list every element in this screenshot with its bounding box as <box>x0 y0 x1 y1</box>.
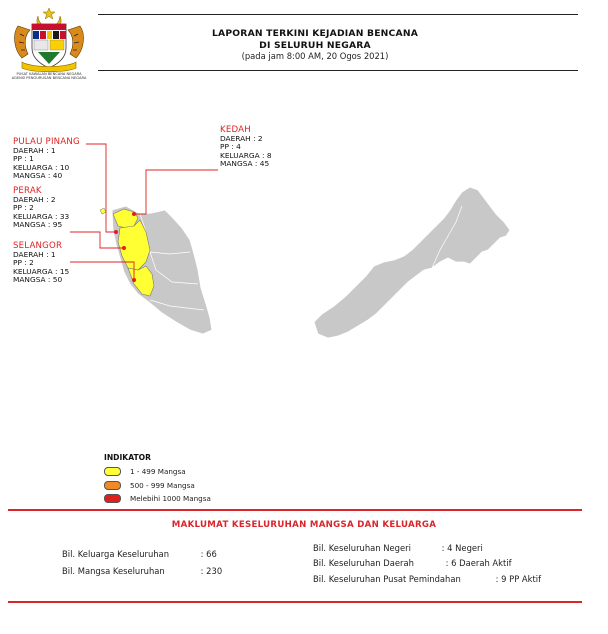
pulau-pinang-marker <box>114 230 118 234</box>
state-keluarga: KELUARGA : 15 <box>13 266 70 276</box>
report-title-line2: DI SELURUH NEGARA <box>259 40 371 51</box>
summary-value: : 9 PP Aktif <box>495 574 542 584</box>
summary-value: : 66 <box>200 549 217 559</box>
logo-caption-line2: AGENSI PENGURUSAN BENCANA NEGARA <box>11 76 87 81</box>
summary-top-rule <box>8 509 582 511</box>
state-block-kedah <box>220 125 272 169</box>
state-name: KEDAH <box>220 125 251 135</box>
legend-swatch-orange <box>104 481 121 490</box>
penang-island <box>100 208 106 214</box>
state-keluarga: KELUARGA : 10 <box>13 162 70 172</box>
state-mangsa: MANGSA : 40 <box>13 171 63 181</box>
summary-row-mangsa <box>62 566 222 576</box>
legend-label: 1 - 499 Mangsa <box>130 466 186 476</box>
state-mangsa: MANGSA : 45 <box>220 159 270 169</box>
kedah-leader <box>134 170 218 214</box>
state-mangsa: MANGSA : 95 <box>13 220 63 230</box>
summary-value: : 6 Daerah Aktif <box>445 558 512 568</box>
legend-swatch-yellow <box>104 467 121 476</box>
summary-value: : 230 <box>200 566 223 576</box>
state-daerah: DAERAH : 2 <box>220 134 263 143</box>
state-name: SELANGOR <box>13 241 63 251</box>
selangor-marker <box>132 278 136 282</box>
summary-bottom-rule <box>8 601 582 603</box>
logo-caption-line1: PUSAT KAWALAN BENCANA NEGARA <box>16 72 82 76</box>
legend-item <box>104 465 186 477</box>
legend-item <box>104 479 195 491</box>
legend-label: 500 - 999 Mangsa <box>130 480 195 490</box>
summary-row-keluarga <box>62 549 217 559</box>
summary-row-negeri <box>313 543 483 553</box>
summary-row-pusat-pemindahan <box>313 574 541 584</box>
legend-swatch-red <box>104 494 121 503</box>
state-keluarga: KELUARGA : 8 <box>220 150 272 160</box>
state-daerah: DAERAH : 1 <box>13 250 56 259</box>
state-block-selangor <box>13 241 69 285</box>
summary-label: Bil. Keseluruhan Pusat Pemindahan <box>313 574 461 584</box>
state-mangsa: MANGSA : 50 <box>13 275 63 285</box>
kedah-marker <box>132 212 136 216</box>
sarawak-sabah <box>314 187 510 338</box>
pulau-pinang-leader <box>86 144 116 232</box>
summary-row-daerah <box>313 558 512 568</box>
state-pp: PP : 2 <box>13 258 34 268</box>
legend-item <box>104 492 211 504</box>
legend-label: Melebihi 1000 Mangsa <box>130 493 211 503</box>
state-pp: PP : 2 <box>13 203 34 213</box>
state-daerah: DAERAH : 1 <box>13 146 56 155</box>
report-title-line1: LAPORAN TERKINI KEJADIAN BENCANA <box>211 28 419 39</box>
report-subtitle: (pada jam 8:00 AM, 20 Ogos 2021) <box>241 51 389 61</box>
state-name: PULAU PINANG <box>13 137 80 147</box>
legend-title: INDIKATOR <box>104 453 151 462</box>
state-pp: PP : 4 <box>220 142 241 152</box>
summary-label: Bil. Mangsa Keseluruhan <box>62 566 165 576</box>
state-block-perak <box>13 186 69 230</box>
summary-title: MAKLUMAT KESELURUHAN MANGSA DAN KELUARGA <box>171 520 437 530</box>
state-keluarga: KELUARGA : 33 <box>13 211 70 221</box>
summary-label: Bil. Keluarga Keseluruhan <box>62 549 170 559</box>
summary-value: : 4 Negeri <box>441 543 483 553</box>
state-block-pulau-pinang <box>13 137 80 181</box>
summary-label: Bil. Keseluruhan Negeri <box>313 543 411 553</box>
state-pp: PP : 1 <box>13 154 34 164</box>
summary-label: Bil. Keseluruhan Daerah <box>313 558 414 568</box>
state-name: PERAK <box>13 186 42 196</box>
state-daerah: DAERAH : 2 <box>13 195 56 204</box>
perak-marker <box>122 246 126 250</box>
